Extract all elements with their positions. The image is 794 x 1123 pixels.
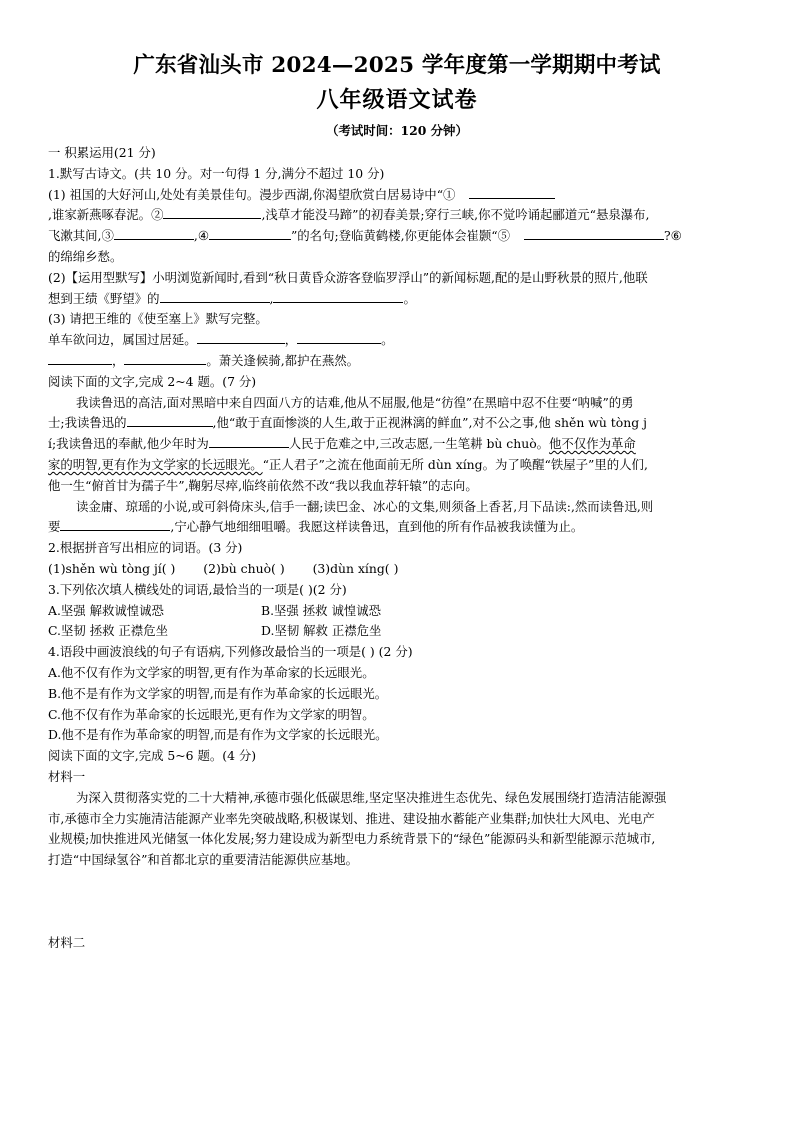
- q1-1-text-b: ,谁家新燕啄春泥。②: [48, 207, 164, 223]
- answer-blank-3[interactable]: [114, 226, 194, 240]
- question-1-2-line1: (2)【运用型默写】小明浏览新闻时,看到“秋日黄昏众游客登临罗浮山”的新闻标题,配的是山野秋景的照片,他联: [48, 269, 648, 285]
- question-1-1-line3: [48, 226, 754, 247]
- question-2-item-2: (2)bù chuò( ): [203, 560, 285, 576]
- q4-option-a[interactable]: A.他不仅有作为文学家的明智,更有作为革命家的长远眼光。: [48, 664, 375, 680]
- passage-line-6: 读金庸、琼瑶的小说,或可斜倚床头,信手一翻;读巴金、冰心的文集,则须备上香茗,月下品读:,然而读鲁迅,则: [76, 498, 654, 514]
- exam-subtitle: 八年级语文试卷: [316, 87, 478, 113]
- q1-1-text-d: 飞漱其间,③: [48, 228, 114, 244]
- answer-blank-12[interactable]: [127, 413, 213, 427]
- q4-option-d[interactable]: D.他不是有作为革命家的明智,而是有作为文学家的长远眼光。: [48, 727, 388, 743]
- q3-option-a[interactable]: A.坚强 解救诚惶诚恐: [48, 602, 164, 618]
- passage-text-f: “正人君子”之流在他面前无所 dùn xíng。为了唤醒“铁屋子”里的人们,: [262, 456, 648, 472]
- passage-line-4: [48, 455, 754, 476]
- passage-line-7: [48, 517, 754, 538]
- question-2-items: [48, 559, 754, 580]
- q1-1-text-e: ,④: [193, 228, 209, 244]
- passage-text-d: í;我读鲁迅的奉献,他少年时为: [48, 436, 209, 452]
- q1-3-comma: ，: [284, 332, 298, 348]
- question-1-3-intro: (3) 请把王维的《使至塞上》默写完整。: [48, 311, 268, 327]
- passage-line-3: [48, 434, 754, 455]
- exam-title: 广东省汕头市 2024—2025 学年度第一学期期中考试: [133, 53, 661, 78]
- q3-option-b[interactable]: B.坚强 拯救 诚惶诚恐: [261, 602, 382, 618]
- answer-blank-1[interactable]: [469, 185, 555, 199]
- q1-3-verse-2: 。萧关逢候骑,都护在燕然。: [206, 352, 360, 368]
- q1-2-comma: ,: [269, 290, 274, 306]
- question-1-2-line2: [48, 289, 754, 310]
- question-1-1-line4: 的绵绵乡愁。: [48, 248, 123, 264]
- exam-body: [48, 143, 754, 954]
- section-heading: 一 积累运用(21 分): [48, 145, 156, 160]
- passage-text-p2b: 要: [48, 519, 61, 535]
- q4-option-c[interactable]: C.他不仅有作为革命家的长远眼光,更有作为文学家的明智。: [48, 706, 375, 722]
- answer-blank-11[interactable]: [124, 351, 206, 365]
- answer-blank-6[interactable]: [160, 289, 270, 303]
- answer-blank-7[interactable]: [273, 289, 403, 303]
- answer-blank-9[interactable]: [297, 330, 381, 344]
- question-1-1-line2: [48, 205, 754, 226]
- question-4: 4.语段中画波浪线的句子有语病,下列修改最恰当的一项是( ) (2 分): [48, 644, 413, 660]
- material-1-line-2: 市,承德市全力实施清洁能源产业率先突破战略,积极谋划、推进、建设抽水蓄能产业集群;加快壮大风电、光电产: [48, 810, 655, 826]
- passage-text-c: ,他“敢于直面惨淡的人生,敢于正视淋漓的鲜血”,对不公之事,他 shěn wù tòng j: [212, 415, 647, 431]
- answer-blank-10[interactable]: [48, 351, 112, 365]
- question-1-intro: 1.默写古诗文。(共 10 分。对一句得 1 分,满分不超过 10 分): [48, 165, 385, 181]
- q1-2-period: 。: [403, 290, 416, 306]
- answer-blank-5[interactable]: [524, 226, 664, 240]
- question-3-options-row-1: [48, 601, 754, 622]
- q1-1-text-g: ?⑥: [663, 228, 682, 244]
- q1-1-text-f: ”的名句;登临黄鹤楼,你更能体会崔颢“⑤: [290, 228, 510, 244]
- material-1-line-3: 业规模;加快推进风光储氢一体化发展;努力建设成为新型电力系统背景下的“绿色”能源码头和新型能源示范城市,: [48, 831, 656, 847]
- q1-3-comma-2: ，: [112, 352, 125, 368]
- question-1-3-line2: [48, 351, 754, 372]
- exam-time: （考试时间：120 分钟）: [326, 123, 468, 138]
- question-3: 3.下列依次填人横线处的词语,最恰当的一项是( )(2 分): [48, 581, 347, 597]
- question-2-item-1: (1)shěn wù tòng jí( ): [48, 560, 176, 576]
- answer-blank-14[interactable]: [60, 517, 170, 531]
- passage-line-2: [48, 413, 754, 434]
- question-2: 2.根据拼音写出相应的词语。(3 分): [48, 540, 243, 556]
- q4-option-b[interactable]: B.他不是有作为文学家的明智,而是有作为革命家的长远眼光。: [48, 685, 388, 701]
- answer-blank-2[interactable]: [163, 205, 261, 219]
- q1-1-text-a: (1) 祖国的大好河山,处处有美景佳句。漫步西湖,你渴望欣赏白居易诗中“①: [48, 186, 456, 202]
- q3-option-d[interactable]: D.坚韧 解救 正襟危坐: [261, 623, 382, 639]
- material-1-line-1: 为深入贯彻落实党的二十大精神,承德市强化低碳思维,坚定坚决推进生态优先、绿色发展围绕打造清洁能源强: [76, 789, 667, 805]
- wavy-sentence-part-1: 他不仅作为革命: [549, 436, 636, 452]
- passage-text-b: 士;我读鲁迅的: [48, 415, 127, 431]
- passage-text-e: 人民于危难之中,三改志愿,一生笔耕 bù chuò。: [288, 436, 550, 452]
- q3-option-c[interactable]: C.坚韧 拯救 正襟危坐: [48, 623, 168, 639]
- material-1-line-4: 打造“中国绿氢谷”和首都北京的重要清洁能源供应基地。: [48, 852, 359, 868]
- q1-1-text-c: ,浅草才能没马蹄”的初春美景;穿行三峡,你不觉吟诵起郦道元“悬泉瀑布,: [261, 207, 650, 223]
- q1-3-period: 。: [381, 332, 394, 348]
- q1-3-verse-1: 单车欲问边，属国过居延。: [48, 332, 197, 348]
- answer-blank-8[interactable]: [197, 330, 285, 344]
- reading-1-intro: 阅读下面的文字,完成 2~4 题。(7 分): [48, 373, 257, 389]
- material-1-label: 材料一: [48, 768, 86, 784]
- reading-2-intro: 阅读下面的文字,完成 5~6 题。(4 分): [48, 748, 257, 764]
- question-1-1-line1: [48, 185, 754, 206]
- answer-blank-13[interactable]: [209, 434, 289, 448]
- question-1-3-line1: [48, 330, 754, 351]
- question-2-item-3: (3)dùn xíng( ): [312, 560, 399, 576]
- answer-blank-4[interactable]: [209, 226, 291, 240]
- passage-text-p2c: ,宁心静气地细细咀嚼。我愿这样读鲁迅，直到他的所有作品被我读懂为止。: [170, 519, 584, 535]
- material-2-label: 材料二: [48, 935, 86, 951]
- wavy-sentence-part-2: 家的明智,更有作为文学家的长远眼光。: [48, 456, 263, 472]
- q1-2-text: 想到王绩《野望》的: [48, 290, 160, 306]
- passage-line-1: 我读鲁迅的高洁,面对黑暗中来自四面八方的诘难,他从不屈服,他是“彷徨”在黑暗中忍不住要“呐喊”的勇: [76, 394, 634, 410]
- question-3-options-row-2: [48, 621, 754, 642]
- passage-line-5: 他一生“俯首甘为孺子牛”,鞠躬尽瘁,临终前依然不改“我以我血荐轩辕”的志向。: [48, 477, 478, 493]
